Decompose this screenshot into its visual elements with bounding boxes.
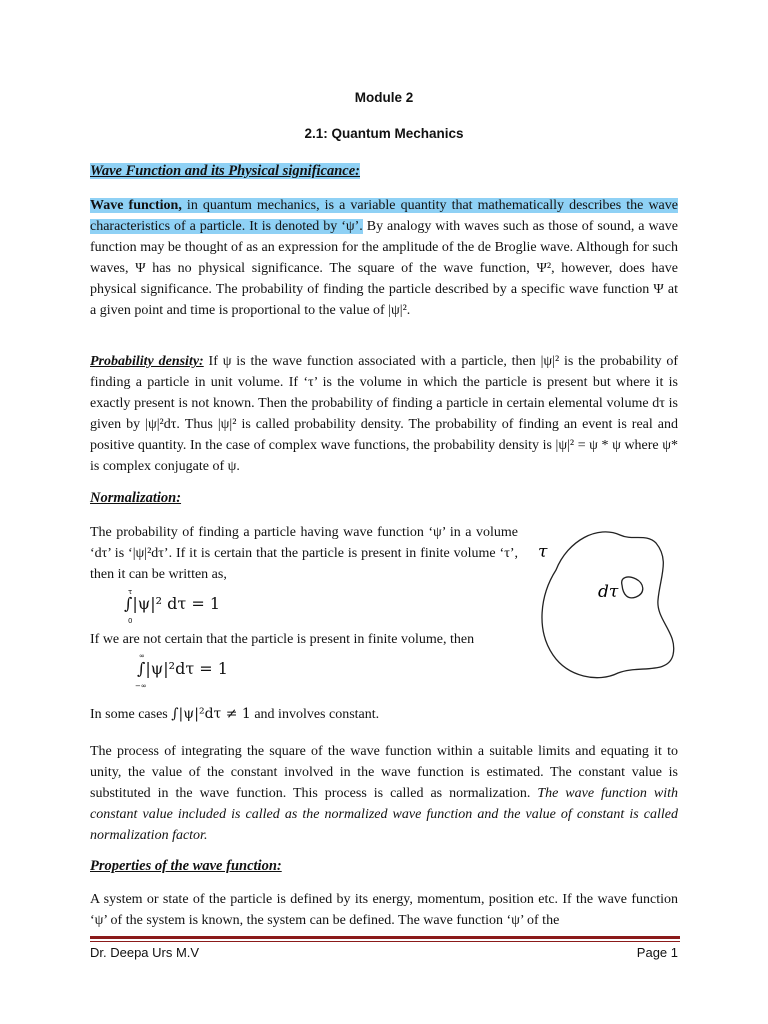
para4-italic-text: The wave function with constant value included is called as the normalized wave function and the value of constant is called normalization factor.: [90, 786, 679, 843]
footer-page-number: Page 1: [636, 945, 678, 960]
eq1-upper-limit: τ: [128, 588, 133, 596]
probability-density-term: Probability density:: [90, 354, 204, 369]
footer-rule-thick: [90, 936, 680, 939]
properties-paragraph: A system or state of the particle is defined by its energy, momentum, position etc. If the wave function ‘ψ’ of the system is known, the system can be defined. The wave function ‘ψ’ of the: [90, 892, 678, 928]
normalization-para4: [90, 741, 678, 846]
wave-function-paragraph: [90, 195, 678, 321]
para3-suffix: and involves constant.: [254, 707, 380, 722]
elemental-volume-shape: [622, 577, 643, 598]
eq2-upper-limit: ∞: [139, 652, 145, 660]
para3-prefix: In some cases: [90, 707, 168, 722]
wave-function-heading: [90, 163, 360, 180]
eq1-lower-limit: 0: [128, 617, 133, 625]
wave-function-heading-text: Wave Function and its Physical significance:: [90, 163, 360, 179]
normalization-para3: [90, 704, 678, 725]
eq2-lower-limit: −∞: [135, 682, 147, 690]
footer-author: Dr. Deepa Urs M.V: [90, 945, 200, 960]
normalization-para1: The probability of finding a particle having wave function ‘ψ’ in a volume ‘dτ’ is ‘|ψ|²dτ’. If it is certain that the particle is present in finite volume ‘τ’, then it can be written as,: [90, 525, 518, 582]
para4-text: The process of integrating the square of the wave function within a suitable limits and equating it to unity, the value of the constant involved in the wave function is estimated. The constant value is substituted in the wave function. This process is called as normalization.: [90, 744, 678, 801]
properties-heading: Properties of the wave function:: [90, 858, 282, 874]
footer-rule-thin: [90, 941, 680, 942]
normalization-para2: If we are not certain that the particle is present in finite volume, then: [90, 632, 475, 647]
wave-function-body: By analogy with waves such as those of sound, a wave function may be thought of as an expression for the amplitude of the de Broglie wave. Although for such waves, Ψ has no physical significance. The square of the wave function, Ψ², however, does have physical significance. The probability of finding the particle described by a specific wave function Ψ at a given point and time is proportional to the value of |ψ|².: [90, 219, 678, 318]
figure-tau-label: τ: [538, 542, 548, 562]
section-title: 2.1: Quantum Mechanics: [304, 126, 464, 141]
probability-density-body: If ψ is the wave function associated with a particle, then |ψ|² is the probability of finding a particle in unit volume. If ‘τ’ is the volume in which the particle is present but where it is exactly present is not known. Then the probability of finding a particle in certain elemental volume dτ is given by |ψ|²dτ. Thus |ψ|² is called probability density. The probability of finding an event is real and positive quantity. In the case of complex wave functions, the probability density is |ψ|² = ψ * ψ where ψ* is complex conjugate of ψ.: [90, 354, 678, 474]
probability-density-paragraph: [90, 351, 678, 477]
module-title: Module 2: [354, 90, 414, 105]
volume-diagram: [528, 515, 683, 690]
equation-finite-volume: ∫|ψ|² dτ = 1: [124, 594, 221, 613]
wave-function-term: Wave function,: [90, 198, 182, 213]
wave-function-definition: in quantum mechanics, is a variable quantity that mathematically describes the wave characteristics of a particle. It is denoted by ‘ψ’.: [90, 198, 678, 234]
normalization-heading: Normalization:: [90, 490, 182, 506]
figure-dtau-label: dτ: [598, 582, 619, 602]
volume-boundary: [542, 532, 674, 678]
equation-infinite-volume: ∫|ψ|²dτ = 1: [137, 659, 228, 678]
equation-not-normalized: ∫|ψ|²dτ ≠ 1: [171, 706, 251, 722]
